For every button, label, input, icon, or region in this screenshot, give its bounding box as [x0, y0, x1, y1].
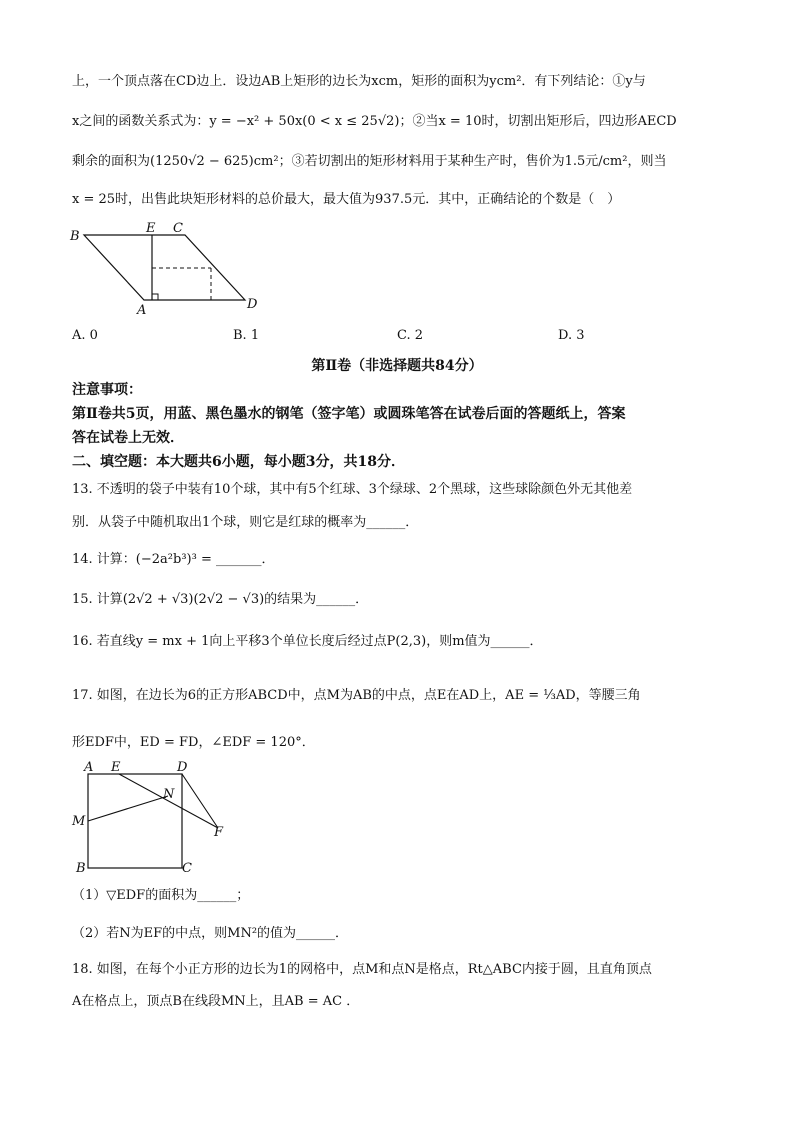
- label-D: D: [247, 297, 258, 312]
- label-F: F: [214, 825, 224, 840]
- label-B: B: [70, 229, 80, 244]
- q13-text-line-1: 13. 不透明的袋子中装有10个球，其中有5个红球、3个绿球、2个黑球，这些球除颜色外无其他差: [72, 482, 633, 497]
- part2-heading: 二、填空题：本大题共6小题，每小题3分，共18分．: [72, 454, 405, 470]
- q18-text-line-1: 18. 如图，在每个小正方形的边长为1的网格中，点M和点N是格点，Rt△ABC内接于圆，且直角顶点: [72, 962, 652, 977]
- q17-text-line-2: 形EDF中，ED = FD，∠EDF = 120°．: [72, 735, 315, 750]
- q12-choice-a: A. 0: [72, 328, 98, 343]
- notice-line-2: 答在试卷上无效．: [72, 430, 184, 446]
- q12-text-line-4: x = 25时，出售此块矩形材料的总价最大，最大值为937.5元．其中，正确结论的个数是（ ）: [72, 192, 621, 207]
- label-E: E: [111, 760, 121, 775]
- q18-text-line-2: A在格点上，顶点B在线段MN上，且AB = AC ．: [72, 994, 360, 1009]
- q12-choice-b: B. 1: [233, 328, 260, 343]
- q12-text-line-2: x之间的函数关系式为：y = −x² + 50x(0 < x ≤ 25√2)；②当x = 10时，切割出矩形后，四边形AECD: [72, 114, 677, 129]
- q12-parallelogram-figure: [60, 218, 280, 318]
- q14-text: 14. 计算：(−2a²b³)³ = _______．: [72, 552, 275, 567]
- label-C: C: [182, 861, 192, 876]
- section2-title: 第Ⅱ卷（非选择题共84分）: [311, 358, 483, 374]
- q15-text: 15. 计算(2√2 + √3)(2√2 − √3)的结果为______．: [72, 592, 369, 607]
- q17-text-line-1: 17. 如图，在边长为6的正方形ABCD中，点M为AB的中点，点E在AD上，AE = ⅓AD，等腰三角: [72, 688, 641, 703]
- q16-text: 16. 若直线y = mx + 1向上平移3个单位长度后经过点P(2,3)，则m值为______．: [72, 634, 543, 649]
- q17-sub-1: （1）▽EDF的面积为______；: [72, 888, 250, 903]
- label-E: E: [146, 221, 156, 236]
- q12-text-line-1: 上，一个顶点落在CD边上．设边AB上矩形的边长为xcm，矩形的面积为ycm²．有下列结论：①y与: [72, 74, 646, 89]
- q12-text-line-3: 剩余的面积为(1250√2 − 625)cm²；③若切割出的矩形材料用于某种生产时，售价为1.5元/cm²，则当: [72, 154, 667, 169]
- notice-line-1: 第Ⅱ卷共5页，用蓝、黑色墨水的钢笔（签字笔）或圆珠笔答在试卷后面的答题纸上，答案: [72, 406, 626, 422]
- q12-choice-d: D. 3: [558, 328, 585, 343]
- label-A: A: [137, 303, 147, 318]
- q13-text-line-2: 别．从袋子中随机取出1个球，则它是红球的概率为______．: [72, 515, 419, 530]
- label-C: C: [173, 221, 183, 236]
- label-B: B: [76, 861, 86, 876]
- label-M: M: [72, 814, 86, 829]
- q12-choice-c: C. 2: [397, 328, 424, 343]
- q17-sub-2: （2）若N为EF的中点，则MN²的值为______．: [72, 926, 349, 941]
- q17-square-figure: [66, 758, 236, 878]
- label-A: A: [84, 760, 94, 775]
- label-N: N: [163, 787, 175, 802]
- notice-heading: 注意事项：: [72, 382, 142, 398]
- label-D: D: [177, 760, 188, 775]
